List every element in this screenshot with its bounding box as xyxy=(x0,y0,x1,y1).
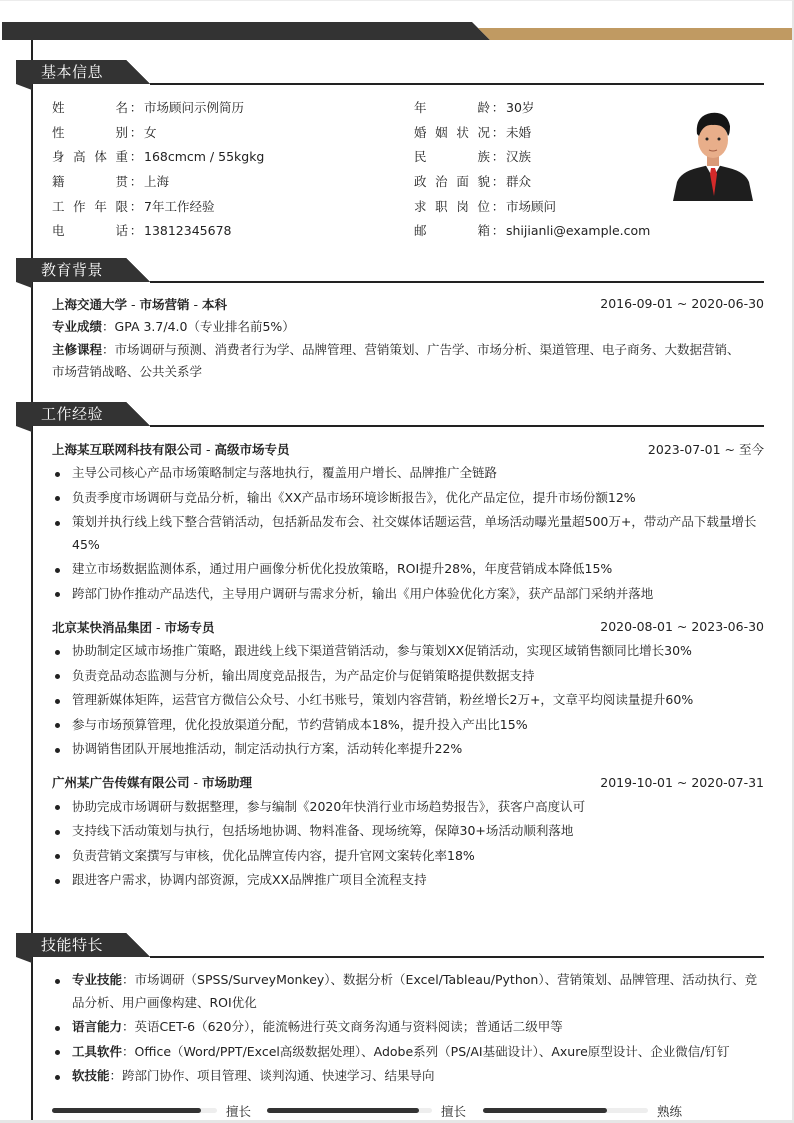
list-item: 管理新媒体矩阵，运营官方微信公众号、小红书账号，策划内容营销，粉丝增长2万+，文章平均阅读量提升60% xyxy=(52,688,764,713)
skill-item: 软技能：跨部门协作、项目管理、谈判沟通、快速学习、结果导向 xyxy=(52,1064,764,1089)
info-value: 13812345678 xyxy=(144,222,232,238)
job-header xyxy=(52,436,764,461)
info-label: 性 别 xyxy=(52,124,128,140)
skill-level-label: 擅长 xyxy=(226,1104,252,1119)
info-row: 电 话 ： 13812345678 xyxy=(52,222,232,239)
list-item: 建立市场数据监测体系，通过用户画像分析优化投放策略，ROI提升28%，年度营销成本降低15% xyxy=(52,557,764,582)
info-label: 工 作 年 限 xyxy=(52,198,128,214)
skill-label: 语言能力 xyxy=(72,1019,123,1034)
section-title: 基本信息 xyxy=(41,63,104,81)
skill-level-bar xyxy=(52,1108,217,1113)
company: 北京某快消品集团 xyxy=(52,619,153,635)
job-bullets xyxy=(52,461,764,606)
skills-block xyxy=(52,968,764,1089)
skill-label: 专业技能 xyxy=(72,972,123,987)
info-label: 民 族 xyxy=(414,149,490,165)
skill-text: 市场调研（SPSS/SurveyMonkey）、数据分析（Excel/Tableau/Python）、营销策划、品牌管理、活动执行、竞品分析、用户画像构建、ROI优化 xyxy=(72,972,758,1010)
job-bullets xyxy=(52,639,764,762)
list-item: 主导公司核心产品市场策略制定与落地执行，覆盖用户增长、品牌推广全链路 xyxy=(52,461,764,486)
info-value: 未婚 xyxy=(506,124,532,140)
section-header-skills xyxy=(16,933,764,963)
info-value: 上海 xyxy=(144,174,170,190)
position: 市场助理 xyxy=(201,775,252,790)
skill-item: 专业技能：市场调研（SPSS/SurveyMonkey）、数据分析（Excel/Tableau/Python）、营销策划、品牌管理、活动执行、竞品分析、用户画像构建、ROI优化 xyxy=(52,968,764,1015)
info-label: 婚 姻 状 况 xyxy=(414,124,490,140)
info-value: 群众 xyxy=(506,174,532,190)
job-header xyxy=(52,614,764,639)
info-label: 求 职 岗 位 xyxy=(414,198,490,214)
job-title: 上海某互联网科技有限公司 - 高级市场专员 xyxy=(52,441,290,457)
list-item: 支持线下活动策划与执行，包括场地协调、物料准备、现场统筹，保障30+场活动顺利落地 xyxy=(52,819,764,844)
job-title: 北京某快消品集团 - 市场专员 xyxy=(52,619,215,635)
job-bullets xyxy=(52,795,764,893)
job-entry xyxy=(52,770,764,893)
section-header-basic xyxy=(16,60,764,90)
skill-text: 跨部门协作、项目管理、谈判沟通、快速学习、结果导向 xyxy=(122,1068,435,1083)
info-row: 身 高 体 重 ： 168cmcm / 55kgkg xyxy=(52,148,265,165)
skills-list xyxy=(52,968,764,1089)
job-entry xyxy=(52,436,764,606)
courses-line-2: 市场营销战略、公共关系学 xyxy=(52,364,203,379)
job-period: 2019-10-01 ~ 2020-07-31 xyxy=(600,774,764,790)
list-item: 负责营销文案撰写与审核，优化品牌宣传内容，提升官网文案转化率18% xyxy=(52,844,764,869)
work-block xyxy=(52,436,764,893)
job-header xyxy=(52,770,764,795)
courses-line: 主修课程：市场调研与预测、消费者行为学、品牌管理、营销策划、广告学、市场分析、渠道管理、电子商务、大数据营销、 xyxy=(52,341,740,357)
school: 上海交通大学 xyxy=(52,296,128,312)
top-bar-dark xyxy=(2,22,490,40)
info-value: 168cmcm / 55kgkg xyxy=(144,148,265,164)
info-label: 政 治 面 貌 xyxy=(414,174,490,190)
info-row: 民 族 ： 汉族 xyxy=(414,149,532,165)
list-item: 跨部门协作推动产品迭代，主导用户调研与需求分析，输出《用户体验优化方案》，获产品部门采纳并落地 xyxy=(52,582,764,607)
job-title: 广州某广告传媒有限公司 - 市场助理 xyxy=(52,775,252,790)
info-value: 汉族 xyxy=(506,149,532,165)
info-label: 姓 名 xyxy=(52,100,128,116)
top-bar-gold xyxy=(478,28,792,40)
company: 上海某互联网科技有限公司 xyxy=(52,441,203,457)
position: 市场专员 xyxy=(164,619,215,635)
info-row: 婚 姻 状 况 ： 未婚 xyxy=(414,124,532,140)
info-row: 政 治 面 貌 ： 群众 xyxy=(414,174,532,190)
skill-level-label: 擅长 xyxy=(441,1104,467,1119)
skill-label: 工具软件 xyxy=(72,1043,123,1059)
info-value: 30岁 xyxy=(506,100,535,116)
basic-info-left xyxy=(52,95,264,243)
info-row: 邮 箱 ： shijianli@example.com xyxy=(414,222,651,239)
info-row: 求 职 岗 位 ： 市场顾问 xyxy=(414,198,557,214)
gpa-line: 专业成绩：GPA 3.7/4.0（专业排名前5%） xyxy=(52,319,295,334)
education-title: 上海交通大学 - 市场营销 - 本科 xyxy=(52,296,227,312)
info-row: 籍 贯 ： 上海 xyxy=(52,174,170,190)
info-value: 市场顾问 xyxy=(506,198,557,214)
list-item: 协助完成市场调研与数据整理，参与编制《2020年快消行业市场趋势报告》，获客户高度认可 xyxy=(52,795,764,820)
info-row: 年 龄 ： 30岁 xyxy=(414,100,535,116)
list-item: 负责竞品动态监测与分析，输出周度竞品报告，为产品定价与促销策略提供数据支持 xyxy=(52,664,764,689)
skill-level-bar xyxy=(267,1108,432,1113)
skill-bars xyxy=(52,1104,764,1120)
skill-level-bar xyxy=(483,1108,648,1113)
info-value: shijianli@example.com xyxy=(506,222,651,238)
list-item: 策划并执行线上线下整合营销活动，包括新品发布会、社交媒体话题运营，单场活动曝光量超500万+，带动产品下载量增长45% xyxy=(52,510,764,557)
skill-item: 语言能力：英语CET-6（620分），能流畅进行英文商务沟通与资料阅读；普通话二级甲等 xyxy=(52,1015,764,1040)
section-title: 教育背景 xyxy=(41,261,104,279)
education-header xyxy=(52,291,764,316)
section-title: 工作经验 xyxy=(41,405,104,423)
list-item: 协助制定区域市场推广策略，跟进线上线下渠道营销活动，参与策划XX促销活动，实现区域销售额同比增长30% xyxy=(52,639,764,664)
list-item: 协调销售团队开展地推活动，制定活动执行方案，活动转化率提升22% xyxy=(52,737,764,762)
list-item: 负责季度市场调研与竞品分析，输出《XX产品市场环境诊断报告》，优化产品定位，提升市场份额12% xyxy=(52,486,764,511)
skill-item: 工具软件：Office（Word/PPT/Excel高级数据处理）、Adobe系列（PS/AI基础设计）、Axure原型设计、企业微信/钉钉 xyxy=(52,1040,764,1065)
major: 市场营销 xyxy=(139,296,190,312)
info-row: 性 别 ： 女 xyxy=(52,124,157,140)
info-label: 年 龄 xyxy=(414,100,490,116)
position: 高级市场专员 xyxy=(214,441,290,457)
info-label: 籍 贯 xyxy=(52,174,128,190)
info-label: 邮 箱 xyxy=(414,223,490,239)
basic-info-right xyxy=(414,95,650,243)
job-period: 2023-07-01 ~ 至今 xyxy=(647,441,764,457)
job-period: 2020-08-01 ~ 2023-06-30 xyxy=(600,619,764,634)
avatar xyxy=(667,104,759,201)
info-value: 市场顾问示例简历 xyxy=(144,100,245,116)
section-header-work xyxy=(16,402,764,432)
info-label: 电 话 xyxy=(52,223,128,239)
section-title: 技能特长 xyxy=(41,936,104,954)
skill-text: 英语CET-6（620分），能流畅进行英文商务沟通与资料阅读；普通话二级甲等 xyxy=(134,1019,563,1034)
info-label: 身 高 体 重 xyxy=(52,149,128,165)
education-period: 2016-09-01 ~ 2020-06-30 xyxy=(600,296,764,311)
list-item: 参与市场预算管理，优化投放渠道分配，节约营销成本18%，提升投入产出比15% xyxy=(52,713,764,738)
company: 广州某广告传媒有限公司 xyxy=(52,775,190,790)
info-value: 7年工作经验 xyxy=(144,198,215,214)
skill-label: 软技能 xyxy=(72,1068,110,1083)
education-block xyxy=(52,291,764,384)
info-row: 工 作 年 限 ： 7年工作经验 xyxy=(52,198,215,214)
skill-level-label: 熟练 xyxy=(657,1104,683,1119)
list-item: 跟进客户需求，协调内部资源，完成XX品牌推广项目全流程支持 xyxy=(52,868,764,893)
job-entry xyxy=(52,614,764,762)
skill-text: Office（Word/PPT/Excel高级数据处理）、Adobe系列（PS/AI基础设计）、Axure原型设计、企业微信/钉钉 xyxy=(134,1043,730,1059)
info-row: 姓 名 ： 市场顾问示例简历 xyxy=(52,100,245,116)
section-header-education xyxy=(16,258,764,288)
info-value: 女 xyxy=(144,124,157,140)
degree: 本科 xyxy=(201,296,227,312)
avatar-photo-icon xyxy=(667,104,759,201)
